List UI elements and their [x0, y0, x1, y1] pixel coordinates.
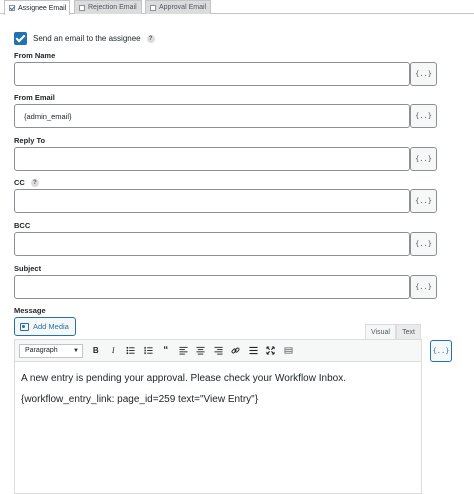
align-left-icon[interactable] [175, 344, 193, 358]
merge-tag-button[interactable]: {..} [410, 275, 437, 299]
editor-toolbar [15, 340, 421, 362]
message-editor [14, 339, 422, 494]
reply-to-label: Reply To [14, 136, 46, 145]
email-tabs [0, 0, 474, 14]
message-label: Message [14, 306, 46, 315]
from-name-label: From Name [14, 51, 56, 60]
send-email-row [14, 32, 155, 45]
from-name-input[interactable] [14, 62, 410, 86]
blockquote-icon[interactable]: “ [163, 345, 169, 356]
merge-tag-button[interactable]: {..} [410, 189, 437, 213]
checkbox-icon [9, 5, 15, 11]
tab-assignee-email[interactable] [4, 0, 70, 15]
chevron-down-icon: ▼ [73, 347, 79, 354]
message-line-2: {workflow_entry_link: page_id=259 text="View Entry"} [21, 394, 259, 405]
checkbox-icon [79, 5, 85, 11]
format-select-value: Paragraph [25, 347, 58, 354]
bullet-list-icon[interactable] [122, 344, 140, 358]
cc-label: CC ? [14, 178, 39, 187]
bcc-label: BCC [14, 221, 31, 230]
format-select[interactable] [19, 344, 83, 358]
tab-rejection-email[interactable] [74, 0, 142, 14]
send-email-label: Send an email to the assignee [33, 34, 141, 43]
merge-tag-button[interactable]: {..} [410, 232, 437, 256]
tab-text[interactable]: Text [396, 324, 421, 339]
subject-label: Subject [14, 264, 42, 273]
help-icon[interactable]: ? [31, 179, 39, 187]
bcc-input[interactable] [14, 232, 410, 256]
from-email-label: From Email [14, 93, 55, 102]
bold-icon[interactable]: B [92, 346, 99, 355]
merge-tag-button[interactable]: {..} [410, 62, 437, 86]
merge-tag-button[interactable]: {..} [410, 147, 437, 171]
tab-label: Assignee Email [18, 4, 67, 12]
from-email-input[interactable]: {admin_email} [14, 104, 410, 128]
kitchen-sink-icon[interactable] [280, 344, 298, 358]
tab-visual[interactable]: Visual [365, 324, 396, 339]
toolbar-toggle-icon[interactable] [245, 344, 263, 358]
send-email-checkbox[interactable] [14, 32, 27, 45]
numbered-list-icon[interactable] [140, 344, 158, 358]
cc-input[interactable] [14, 189, 410, 213]
add-media-button[interactable] [14, 317, 76, 336]
help-icon[interactable]: ? [147, 35, 155, 43]
add-media-label: Add Media [33, 322, 69, 331]
tab-label: Approval Email [159, 4, 207, 11]
tab-label: Rejection Email [88, 4, 137, 11]
editor-content[interactable] [15, 362, 421, 424]
checkbox-icon [150, 5, 156, 11]
merge-tag-button[interactable]: {..} [410, 104, 437, 128]
align-right-icon[interactable] [210, 344, 228, 358]
message-line-1: A new entry is pending your approval. Please check your Workflow Inbox. [21, 373, 346, 384]
italic-icon[interactable]: I [111, 346, 115, 355]
reply-to-input[interactable] [14, 147, 410, 171]
fullscreen-icon[interactable] [262, 344, 280, 358]
media-icon [20, 323, 29, 331]
align-center-icon[interactable] [192, 344, 210, 358]
link-icon[interactable] [227, 344, 245, 358]
tab-approval-email[interactable] [145, 0, 211, 14]
subject-input[interactable] [14, 275, 410, 299]
message-merge-tag-button[interactable]: {..} [430, 340, 452, 362]
